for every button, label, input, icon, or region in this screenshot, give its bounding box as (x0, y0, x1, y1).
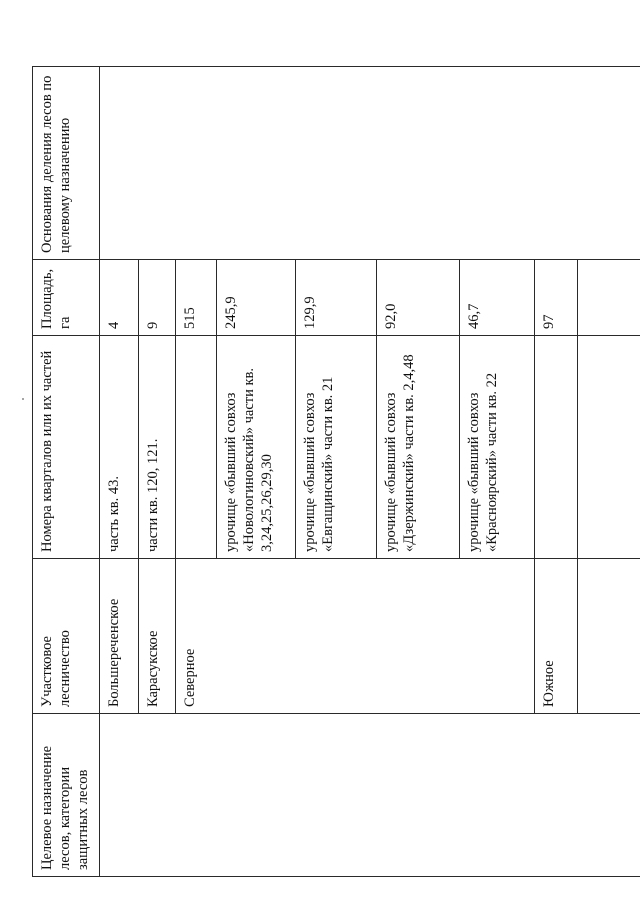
quarters-cell: часть кв. 43. (100, 336, 139, 559)
forest-purpose-table (32, 66, 640, 877)
forestry-cell: Большереченское (100, 559, 139, 714)
quarters-cell: урочище «бывший совхоз «Дзержинский» части кв. 2,4,48 (377, 336, 460, 559)
header-quarters: Номера кварталов или их частей (33, 336, 100, 559)
area-cell: 92,0 (377, 260, 460, 336)
quarters-cell (176, 336, 217, 559)
purpose-cell (100, 714, 640, 877)
quarters-cell (578, 336, 640, 559)
forestry-cell: Карасукское (139, 559, 176, 714)
header-area: Площадь, га (33, 260, 100, 336)
area-cell: 129,9 (296, 260, 377, 336)
area-cell: 97 (535, 260, 578, 336)
forestry-cell (578, 559, 640, 714)
area-cell: 515 (176, 260, 217, 336)
area-cell (578, 260, 640, 336)
rotated-page (32, 67, 589, 877)
area-cell: 9 (139, 260, 176, 336)
area-cell: 245,9 (217, 260, 296, 336)
header-row (33, 67, 100, 877)
header-purpose: Целевое назначение лесов, категории защитных лесов (33, 714, 100, 877)
quarters-cell: урочище «бывший совхоз «Евгащинский» части кв. 21 (296, 336, 377, 559)
scan-speck (22, 398, 24, 400)
basis-cell (100, 67, 640, 260)
quarters-cell (535, 336, 578, 559)
forestry-cell: Южное (535, 559, 578, 714)
header-basis: Основания деления лесов по целевому назначению (33, 67, 100, 260)
quarters-cell: урочище «бывший совхоз «Новологиновский» части кв. 3,24,25,26,29,30 (217, 336, 296, 559)
table-row (100, 67, 139, 877)
forestry-cell: Северное (176, 559, 535, 714)
quarters-cell: части кв. 120, 121. (139, 336, 176, 559)
header-forestry: Участковое лесничество (33, 559, 100, 714)
area-cell: 4 (100, 260, 139, 336)
area-cell: 46,7 (460, 260, 535, 336)
quarters-cell: урочище «бывший совхоз «Красноярский» части кв. 22 (460, 336, 535, 559)
